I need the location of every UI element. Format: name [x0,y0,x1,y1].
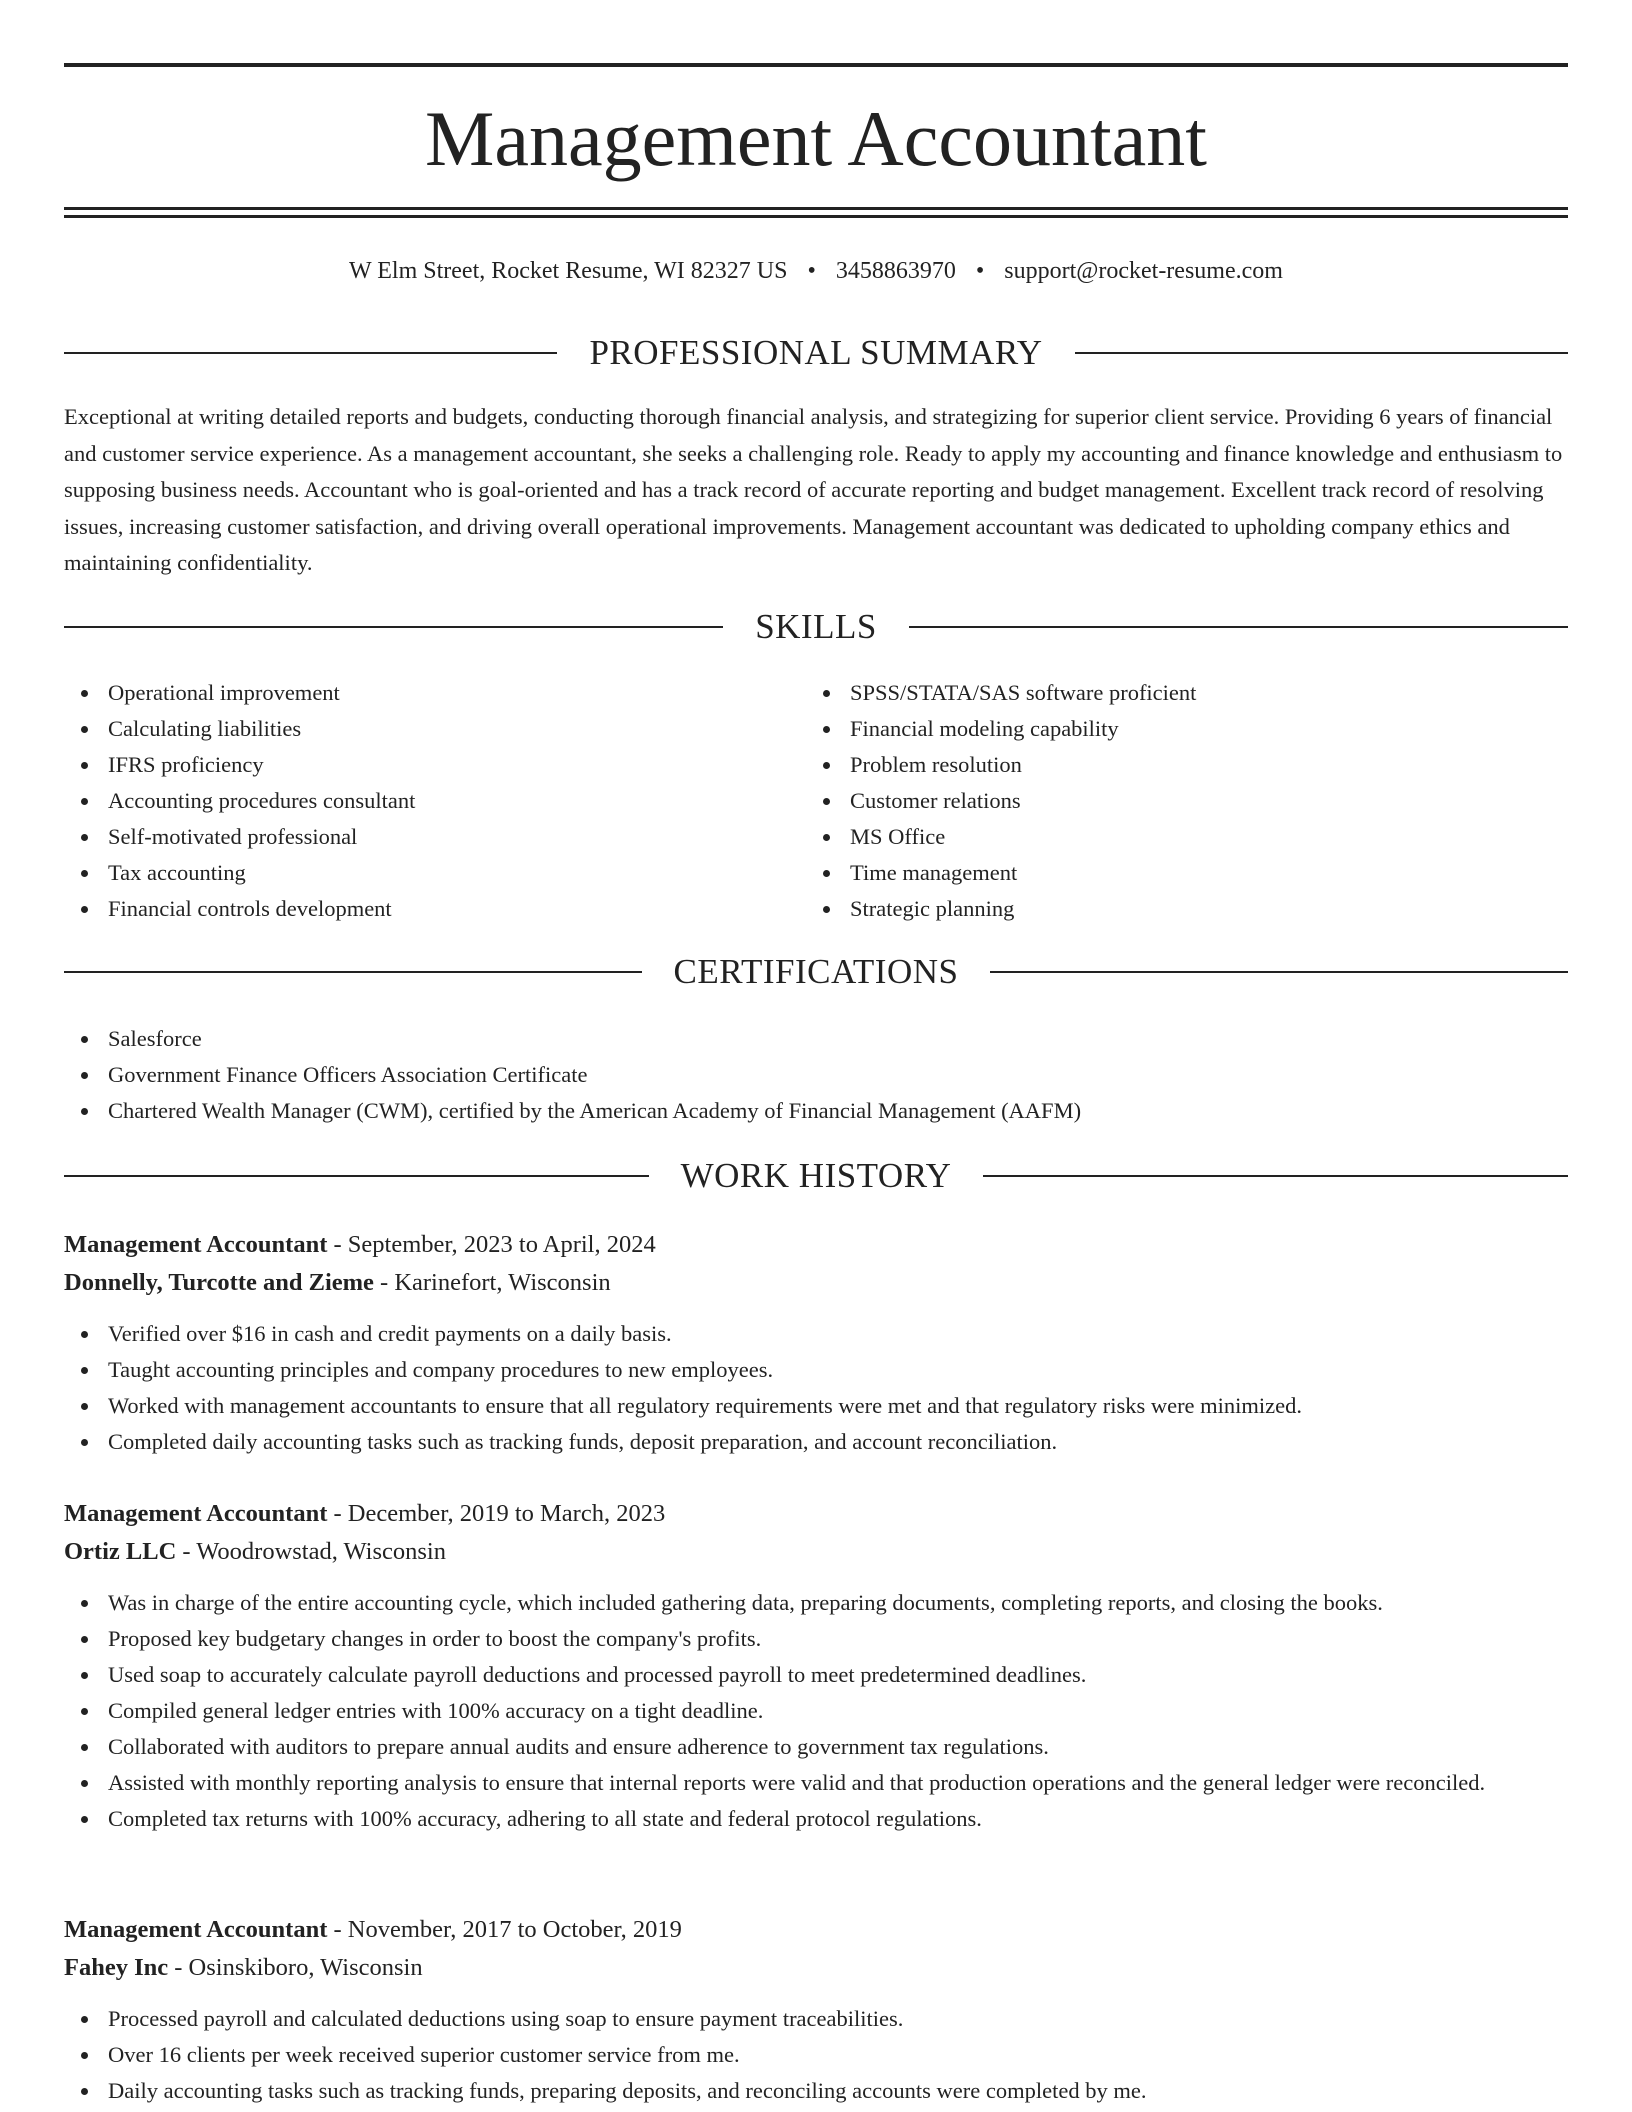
job-duty-item: Taught accounting principles and company procedures to new employees. [64,1352,1568,1388]
certifications-list [64,1021,1568,1129]
skills-list-right [806,675,1568,927]
divider [64,352,557,354]
contact-separator: • [975,258,985,284]
skill-item: Financial controls development [64,891,804,927]
divider [990,971,1568,973]
job-duty-item: Assisted with monthly reporting analysis to ensure that internal reports were valid and that production operations and the general ledger were reconciled. [64,1765,1568,1801]
divider [64,1175,649,1177]
skill-item: Operational improvement [64,675,804,711]
job-company: Donnelly, Turcotte and Zieme [64,1269,374,1296]
job-entry [64,1911,1568,2109]
section-title: SKILLS [755,607,877,646]
skill-item: Time management [806,855,1568,891]
skill-item: Customer relations [806,783,1568,819]
job-duties-list [64,1316,1568,1460]
job-duty-item: Collaborated with auditors to prepare annual audits and ensure adherence to government tax regulations. [64,1729,1568,1765]
skill-item: Calculating liabilities [64,711,804,747]
skill-item: Strategic planning [806,891,1568,927]
skills-list-left [64,675,804,927]
skill-item: MS Office [806,819,1568,855]
job-title-line [64,1911,1568,1949]
job-dates: - November, 2017 to October, 2019 [327,1916,682,1943]
job-duty-item: Proposed key budgetary changes in order to boost the company's profits. [64,1621,1568,1657]
job-company-line [64,1533,1568,1571]
contact-email: support@rocket-resume.com [1004,258,1283,284]
section-heading-work-history [64,1156,1568,1196]
skill-item: Accounting procedures consultant [64,783,804,819]
job-entry [64,1495,1568,1837]
job-entry [64,1226,1568,1460]
job-company: Fahey Inc [64,1954,169,1981]
section-title: CERTIFICATIONS [673,952,959,991]
skill-item: SPSS/STATA/SAS software proficient [806,675,1568,711]
section-heading-certifications [64,952,1568,992]
contact-separator: • [807,258,816,284]
job-company: Ortiz LLC [64,1538,177,1565]
job-role: Management Accountant [64,1500,328,1527]
contact-address: W Elm Street, Rocket Resume, WI 82327 US [349,258,788,284]
skill-item: Self-motivated professional [64,819,804,855]
resume-title: Management Accountant [425,95,1207,182]
job-duty-item: Daily accounting tasks such as tracking funds, preparing deposits, and reconciling accounts were completed by me. [64,2073,1568,2109]
contact-line [64,255,1568,287]
job-company-line [64,1264,1568,1302]
job-dates: - September, 2023 to April, 2024 [327,1231,656,1258]
divider [64,626,723,628]
section-heading-summary [64,333,1568,373]
divider [1075,352,1568,354]
job-title-line [64,1226,1568,1264]
contact-phone: 3458863970 [835,258,956,284]
job-duties-list [64,1585,1568,1837]
job-title-line [64,1495,1568,1533]
job-duty-item: Worked with management accountants to ensure that all regulatory requirements were met and that regulatory risks were minimized. [64,1388,1568,1424]
divider [983,1175,1568,1177]
job-duty-item: Completed tax returns with 100% accuracy, adhering to all state and federal protocol regulations. [64,1801,1568,1837]
certification-item: Chartered Wealth Manager (CWM), certified by the American Academy of Financial Management (AAFM) [64,1093,1568,1129]
section-title: WORK HISTORY [680,1156,952,1195]
header-bottom-rule [64,207,1568,210]
job-duties-list [64,2001,1568,2109]
job-duty-item: Verified over $16 in cash and credit payments on a daily basis. [64,1316,1568,1352]
job-duty-item: Was in charge of the entire accounting cycle, which included gathering data, preparing documents, completing reports, and closing the books. [64,1585,1568,1621]
skill-item: IFRS proficiency [64,747,804,783]
job-dates: - December, 2019 to March, 2023 [327,1500,666,1527]
job-duty-item: Over 16 clients per week received superior customer service from me. [64,2037,1568,2073]
skill-item: Financial modeling capability [806,711,1568,747]
section-title: PROFESSIONAL SUMMARY [589,333,1043,372]
certification-item: Government Finance Officers Association Certificate [64,1057,1568,1093]
job-duty-item: Used soap to accurately calculate payroll deductions and processed payroll to meet predetermined deadlines. [64,1657,1568,1693]
job-duty-item: Compiled general ledger entries with 100% accuracy on a tight deadline. [64,1693,1568,1729]
job-duty-item: Completed daily accounting tasks such as tracking funds, deposit preparation, and account reconciliation. [64,1424,1568,1460]
section-heading-skills [64,607,1568,647]
divider [909,626,1568,628]
job-location: - Karinefort, Wisconsin [373,1269,611,1296]
job-location: - Woodrowstad, Wisconsin [176,1538,446,1565]
job-company-line [64,1949,1568,1987]
job-location: - Osinskiboro, Wisconsin [168,1954,423,1981]
skill-item: Tax accounting [64,855,804,891]
job-role: Management Accountant [64,1231,328,1258]
header-top-rule [64,63,1568,67]
header-bottom-rule-2 [64,215,1568,218]
job-role: Management Accountant [64,1916,328,1943]
certification-item: Salesforce [64,1021,1568,1057]
skill-item: Problem resolution [806,747,1568,783]
divider [64,971,642,973]
job-duty-item: Processed payroll and calculated deductions using soap to ensure payment traceabilities. [64,2001,1568,2037]
professional-summary: Exceptional at writing detailed reports and budgets, conducting thorough financial analysis, and strategizing for superior client service. Providing 6 years of financial and customer service experience. As a management accountant, she seeks a challenging role. Ready to apply my accounting and finance knowledge and enthusiasm to supposing business needs. Accountant who is goal-oriented and has a track record of accurate reporting and budget management. Excellent track record of resolving issues, increasing customer satisfaction, and driving overall operational improvements. Management accountant was dedicated to upholding company ethics and maintaining confidentiality. [64,404,1563,575]
